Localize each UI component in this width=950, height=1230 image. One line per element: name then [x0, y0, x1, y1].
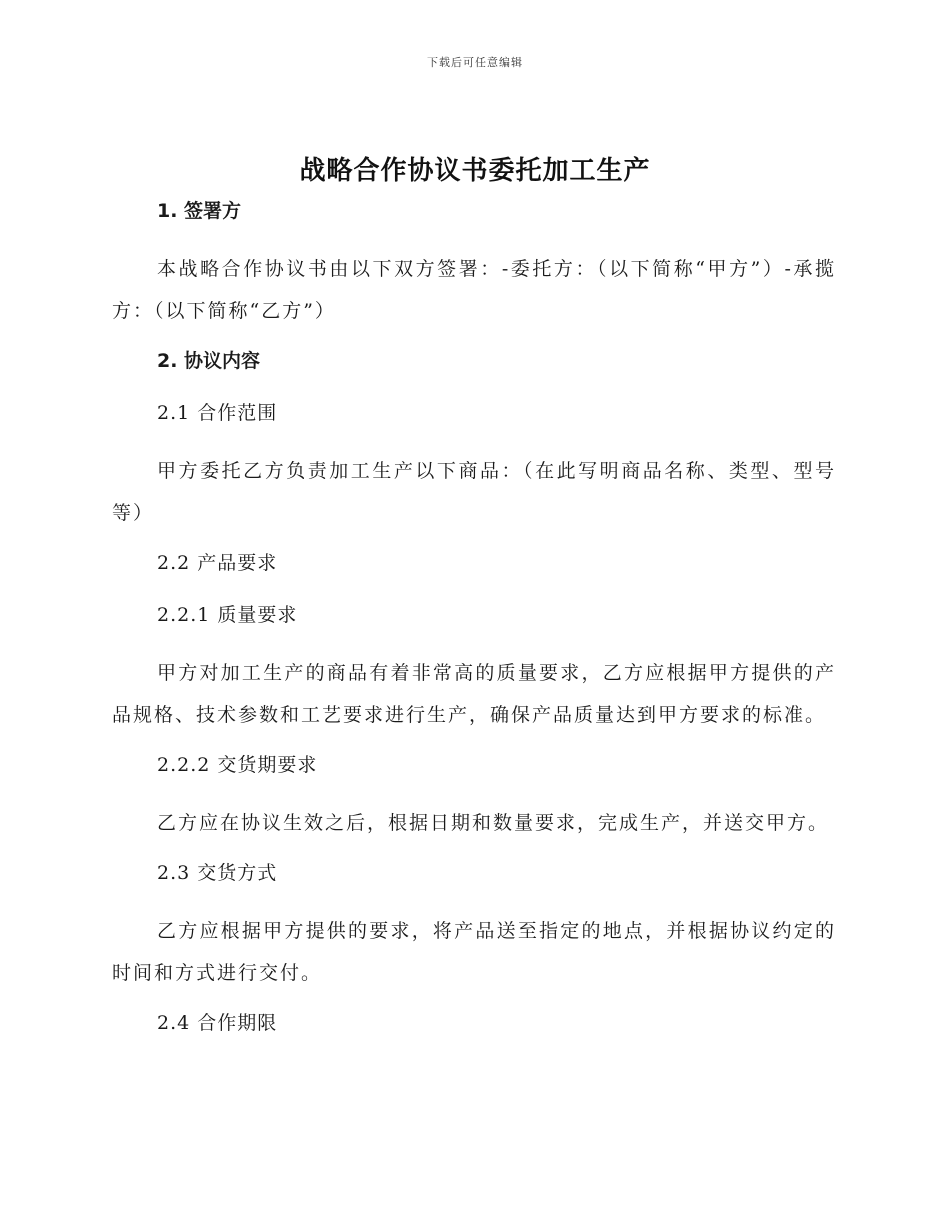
paragraph-delivery-period: 乙方应在协议生效之后，根据日期和数量要求，完成生产，并送交甲方。 [157, 812, 830, 834]
section-heading-agreement-content: 2. 协议内容 [157, 350, 261, 372]
header-note: 下载后可任意编辑 [427, 56, 523, 69]
subheading-delivery-period: 2.2.2 交货期要求 [157, 754, 318, 776]
section-heading-signatories: 1. 签署方 [157, 200, 242, 222]
paragraph-quality-requirements: 甲方对加工生产的商品有着非常高的质量要求，乙方应根据甲方提供的产品规格、技术参数和工艺要求进行生产，确保产品质量达到甲方要求的标准。 [112, 662, 836, 726]
paragraph-delivery-method: 乙方应根据甲方提供的要求，将产品送至指定的地点，并根据协议约定的时间和方式进行交付。 [112, 920, 836, 984]
subheading-cooperation-term: 2.4 合作期限 [157, 1012, 278, 1034]
document-body [112, 196, 836, 1060]
subheading-quality-requirements: 2.2.1 质量要求 [157, 604, 298, 626]
paragraph-signatories: 本战略合作协议书由以下双方签署：-委托方：（以下简称“甲方”）-承揽方：（以下简称“乙方”） [112, 258, 836, 322]
paragraph-cooperation-scope: 甲方委托乙方负责加工生产以下商品：（在此写明商品名称、类型、型号等） [112, 460, 836, 524]
subheading-cooperation-scope: 2.1 合作范围 [157, 402, 278, 424]
subheading-product-requirements: 2.2 产品要求 [157, 552, 278, 574]
document-title: 战略合作协议书委托加工生产 [299, 156, 651, 186]
subheading-delivery-method: 2.3 交货方式 [157, 862, 278, 884]
